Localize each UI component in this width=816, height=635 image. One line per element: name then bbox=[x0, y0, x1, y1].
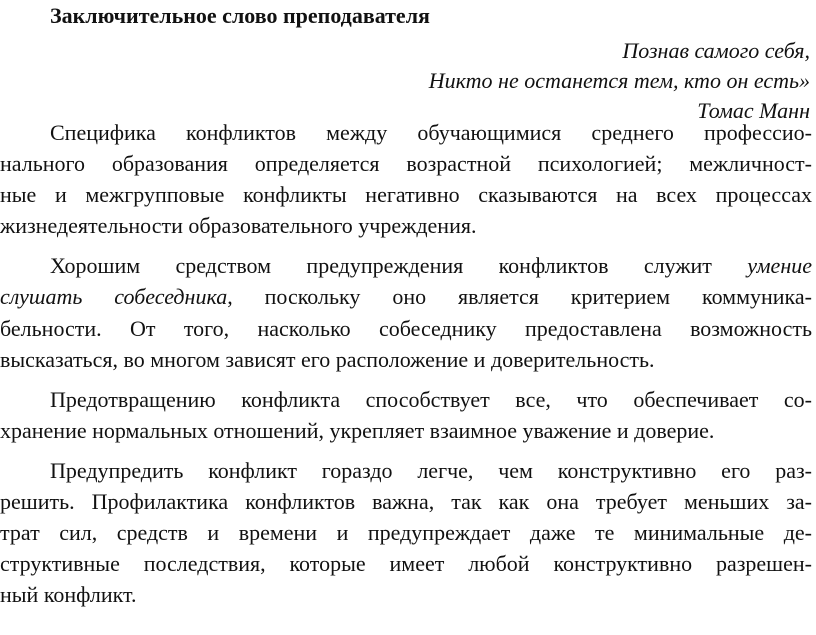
text-line: структивные последствия, которые имеет любой конструктивно разрешен- bbox=[0, 551, 812, 577]
emphasis-text: умение bbox=[747, 253, 812, 279]
text-run: Хорошим средством предупреждения конфликтов служит bbox=[50, 253, 748, 279]
paragraph bbox=[0, 384, 812, 446]
epigraph-line: Познав самого себя, bbox=[622, 38, 810, 63]
text-line: хранение нормальных отношений, укрепляет взаимное уважение и доверие. bbox=[0, 417, 715, 443]
paragraph-gap bbox=[0, 446, 812, 455]
emphasis-text: слушать собеседника bbox=[0, 284, 228, 310]
body-text bbox=[0, 117, 812, 610]
epigraph bbox=[429, 36, 810, 126]
text-run: , поскольку оно является критерием коммуника- bbox=[227, 284, 812, 310]
text-line: трат сил, средств и времени и предупреждает даже те минимальные де- bbox=[0, 520, 812, 546]
paragraph-gap bbox=[0, 241, 812, 250]
text-line: Предотвращению конфликта способствует все, что обеспечивает со- bbox=[50, 386, 812, 412]
text-line: ный конфликт. bbox=[0, 582, 137, 608]
paragraph-gap bbox=[0, 375, 812, 384]
text-line: решить. Профилактика конфликтов важна, так как она требует меньших за- bbox=[0, 489, 812, 515]
epigraph-author: Томас Манн bbox=[697, 98, 810, 123]
text-line bbox=[0, 250, 812, 281]
epigraph-line: Никто не останется тем, кто он есть» bbox=[428, 68, 810, 93]
text-line: жизнедеятельности образовательного учреждения. bbox=[0, 213, 477, 239]
text-line: высказаться, во многом зависят его расположение и доверительность. bbox=[0, 346, 655, 372]
paragraph bbox=[0, 117, 812, 241]
text-line: нального образования определяется возрастной психологией; межличност- bbox=[0, 151, 812, 177]
text-line: Специфика конфликтов между обучающимися среднего профессио- bbox=[50, 120, 812, 145]
text-line: ные и межгрупповые конфликты негативно сказываются на всех процессах bbox=[0, 182, 812, 208]
paragraph bbox=[0, 455, 812, 610]
text-line bbox=[0, 281, 812, 312]
paragraph bbox=[0, 250, 812, 374]
section-heading: Заключительное слово преподавателя bbox=[50, 3, 430, 28]
text-line: Предупредить конфликт гораздо легче, чем конструктивно его раз- bbox=[50, 457, 812, 483]
text-line: бельности. От того, насколько собеседнику предоставлена возможность bbox=[0, 315, 812, 341]
